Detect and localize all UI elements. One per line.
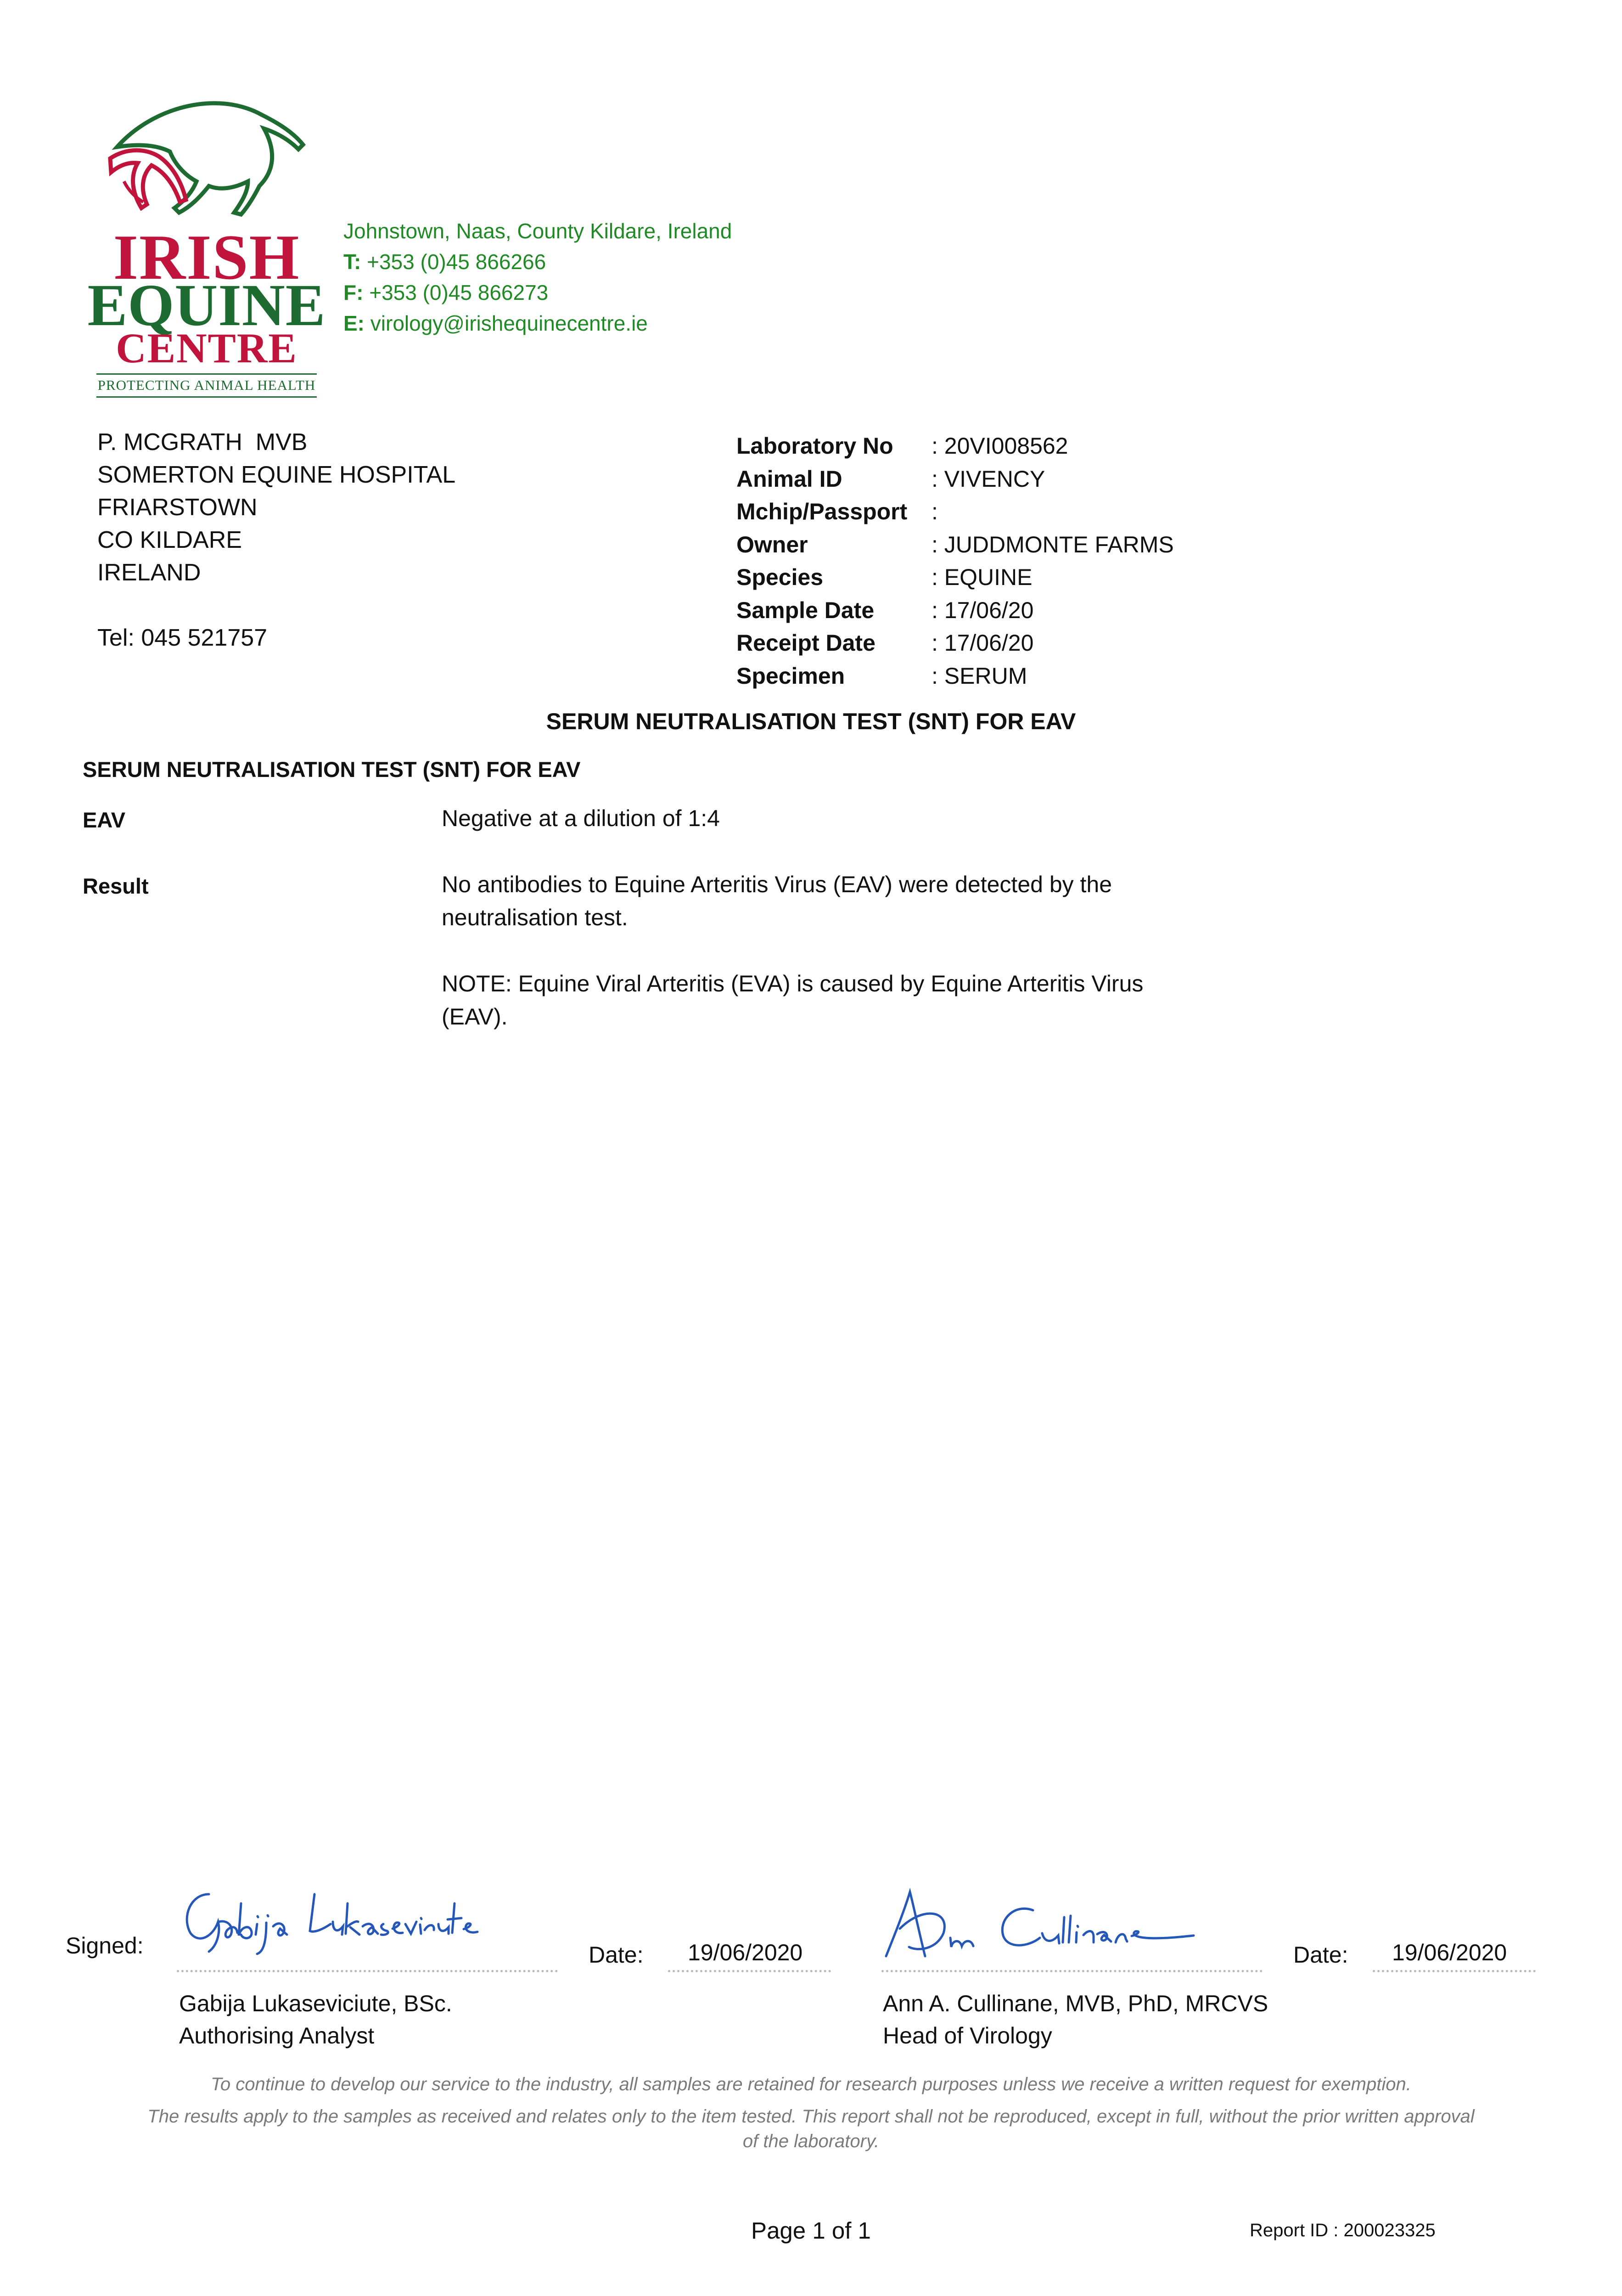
signature-date: 19/06/2020 bbox=[688, 1940, 803, 1965]
disclaimer-line: The results apply to the samples as received and relates only to the item tested. This report shall not be reproduced, except in full, without the prior written approval of the laboratory. bbox=[147, 2106, 1475, 2151]
info-label: Specimen bbox=[736, 663, 845, 689]
sample-info-table bbox=[736, 430, 1174, 692]
email-label: E: bbox=[343, 311, 365, 335]
recipient-line: SOMERTON EQUINE HOSPITAL bbox=[97, 461, 456, 488]
page-number: Page 1 of 1 bbox=[751, 2217, 871, 2244]
eav-value: Negative at a dilution of 1:4 bbox=[442, 805, 720, 831]
disclaimer bbox=[138, 2068, 1484, 2154]
analyst-role: Authorising Analyst bbox=[179, 2023, 375, 2048]
logo-word-centre: CENTRE bbox=[116, 325, 297, 371]
info-label: Receipt Date bbox=[736, 630, 876, 656]
recipient-line: FRIARSTOWN bbox=[97, 494, 258, 521]
logo-tagline: PROTECTING ANIMAL HEALTH bbox=[97, 377, 316, 393]
note-text: NOTE: Equine Viral Arteritis (EVA) is caused by Equine Arteritis Virus (EAV). bbox=[442, 971, 1144, 1030]
email-line bbox=[343, 308, 732, 339]
info-value: : SERUM bbox=[932, 663, 1027, 689]
recipient-line: CO KILDARE bbox=[97, 527, 242, 553]
info-label: Animal ID bbox=[736, 466, 842, 492]
logo-word-equine: EQUINE bbox=[87, 272, 326, 338]
recipient-name: P. MCGRATH MVB bbox=[97, 429, 308, 456]
info-label: Owner bbox=[736, 531, 808, 557]
info-value: : bbox=[932, 499, 938, 524]
report-id: Report ID : 200023325 bbox=[1250, 2220, 1436, 2240]
signature-gabija-lukaseviciute bbox=[177, 1876, 498, 1958]
info-label: Species bbox=[736, 564, 824, 590]
info-label: Mchip/Passport bbox=[736, 499, 908, 524]
sample-info bbox=[736, 430, 1174, 692]
info-value: : 17/06/20 bbox=[932, 597, 1034, 623]
phone-line bbox=[343, 247, 732, 277]
date-line bbox=[668, 1970, 831, 1972]
fax-line bbox=[343, 277, 732, 308]
signature-line bbox=[881, 1970, 1263, 1972]
info-value: : 17/06/20 bbox=[932, 630, 1034, 656]
signature-line bbox=[177, 1970, 558, 1972]
head-name: Ann A. Cullinane, MVB, PhD, MRCVS bbox=[883, 1991, 1268, 2016]
disclaimer-line: To continue to develop our service to the industry, all samples are retained for research purposes unless we receive a written request for exemption. bbox=[211, 2074, 1411, 2094]
section-title: SERUM NEUTRALISATION TEST (SNT) FOR EAV bbox=[83, 757, 581, 782]
info-row bbox=[736, 430, 1174, 463]
fax-label: F: bbox=[343, 281, 364, 304]
report-title: SERUM NEUTRALISATION TEST (SNT) FOR EAV bbox=[546, 709, 1076, 734]
analyst-name: Gabija Lukaseviciute, BSc. bbox=[179, 1991, 452, 2016]
info-row bbox=[736, 660, 1174, 693]
info-value: : 20VI008562 bbox=[932, 433, 1068, 459]
lab-address: Johnstown, Naas, County Kildare, Ireland bbox=[343, 219, 732, 243]
head-role: Head of Virology bbox=[883, 2023, 1052, 2048]
date-label: Date: bbox=[1293, 1942, 1348, 1968]
info-row bbox=[736, 627, 1174, 660]
logo-divider bbox=[96, 373, 317, 375]
signed-label: Signed: bbox=[66, 1933, 144, 1958]
info-label: Laboratory No bbox=[736, 433, 893, 459]
info-row bbox=[736, 463, 1174, 496]
contact-block bbox=[343, 216, 732, 339]
signature-date: 19/06/2020 bbox=[1392, 1940, 1507, 1965]
recipient-tel: Tel: 045 521757 bbox=[97, 625, 268, 651]
analyst-signatory bbox=[179, 1987, 452, 2052]
info-label: Sample Date bbox=[736, 597, 875, 623]
info-row bbox=[736, 495, 1174, 529]
info-row bbox=[736, 594, 1174, 627]
logo-word-irish: IRISH bbox=[113, 222, 300, 293]
recipient-address bbox=[97, 426, 455, 654]
info-value: : JUDDMONTE FARMS bbox=[932, 531, 1174, 557]
date-label: Date: bbox=[589, 1942, 644, 1968]
recipient-line: IRELAND bbox=[97, 559, 201, 586]
result-label: Result bbox=[83, 874, 149, 898]
phone-label: T: bbox=[343, 250, 361, 274]
logo-divider bbox=[96, 396, 317, 398]
fax-number: +353 (0)45 866273 bbox=[369, 281, 549, 304]
date-line bbox=[1373, 1970, 1536, 1972]
head-signatory bbox=[883, 1987, 1268, 2052]
irish-equine-centre-logo bbox=[83, 90, 331, 406]
email-address: virology@irishequinecentre.ie bbox=[370, 311, 648, 335]
horse-logo-icon bbox=[83, 90, 331, 223]
info-row bbox=[736, 529, 1174, 562]
info-row bbox=[736, 561, 1174, 594]
result-text: No antibodies to Equine Arteritis Virus (EAV) were detected by the neutralisation test. bbox=[442, 872, 1112, 930]
phone-number: +353 (0)45 866266 bbox=[367, 250, 546, 274]
signature-ann-cullinane bbox=[881, 1878, 1212, 1970]
info-value: : VIVENCY bbox=[932, 466, 1045, 492]
info-value: : EQUINE bbox=[932, 564, 1033, 590]
eav-label: EAV bbox=[83, 808, 126, 832]
